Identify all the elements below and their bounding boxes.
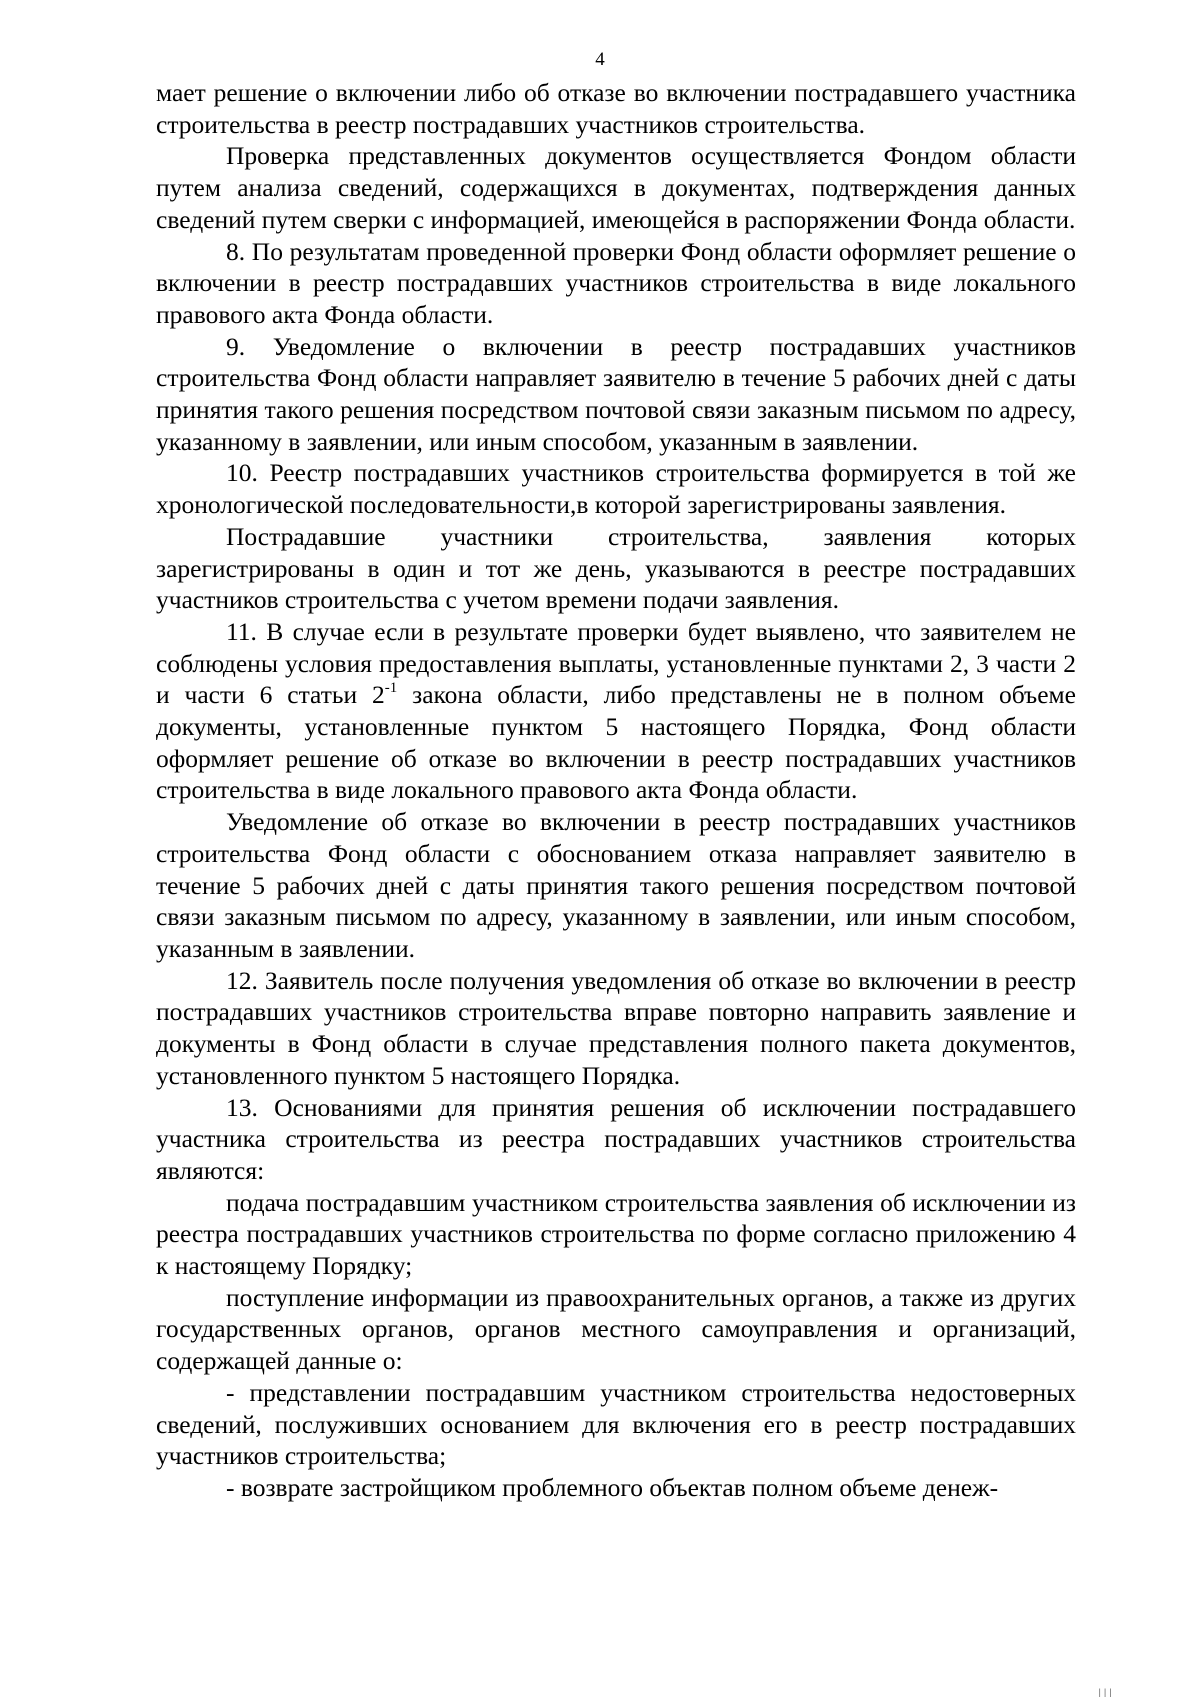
paragraph-item-12: 12. Заявитель после получения уведомления об отказе во включении в реестр пострадавших участников строительства вправе повторно направить заявление и документы в Фонд области в случае представления полного пакета документов, установленного пунктом 5 настоящего Порядка. — [156, 965, 1076, 1090]
paragraph-same-day-applicants: Пострадавшие участники строительства, заявления которых зарегистрированы в один и тот же день, указываются в реестре пострадавших участников строительства с учетом времени подачи заявления. — [156, 521, 1076, 615]
item-11-text-end: закона области, либо представлены не в полном объеме документы, установленные пунктом 5 настоящего Порядка, Фонд области оформляет решение об отказе во включении в реестр пострадавших участников строительства в виде локального правового акта Фонда области. — [156, 680, 1076, 805]
paragraph-refusal-notice: Уведомление об отказе во включении в реестр пострадавших участников строительства Фонд области с обоснованием отказа направляет заявителю в течение 5 рабочих дней с даты принятия такого решения посредством почтовой связи заказным письмом по адресу, указанному в заявлении, или иным способом, указанным в заявлении. — [156, 807, 1076, 963]
paragraph-information-receipt: поступление информации из правоохранительных органов, а также из других государственных органов, органов местного самоуправления и организаций, содержащей данные о: — [156, 1282, 1076, 1376]
item-11-text-start: 11. В случае если в результате проверки будет выявлено, что заявителем не соблюдены условия предоставления выплаты, установленные пунктами 2, 3 части 2 и части 6 статьи 2 — [156, 616, 1076, 710]
scan-artifact: ||| — [1097, 1688, 1114, 1697]
paragraph-continuation: мает решение о включении либо об отказе во включении пострадавшего участника строительства в реестр пострадавших участников строительства. — [156, 78, 1076, 139]
list-item-funds-return: - возврате застройщиком проблемного объектав полном объеме денеж- — [226, 1472, 999, 1502]
document-body — [156, 77, 1076, 1504]
paragraph-document-check: Проверка представленных документов осуществляется Фондом области путем анализа сведений, содержащихся в документах, подтверждения данных сведений путем сверки с информацией, имеющейся в распоряжении Фонда области. — [156, 141, 1076, 234]
page-number: 4 — [595, 49, 605, 70]
paragraph-item-13: 13. Основаниями для принятия решения об исключении пострадавшего участника строительства из реестра пострадавших участников строительства являются: — [156, 1092, 1076, 1185]
list-item-false-information: - представлении пострадавшим участником строительства недостоверных сведений, послуживших основанием для включения его в реестр пострадавших участников строительства; — [156, 1377, 1076, 1471]
paragraph-item-9: 9. Уведомление о включении в реестр пострадавших участников строительства Фонд области направляет заявителю в течение 5 рабочих дней с даты принятия такого решения посредством почтовой связи заказным письмом по адресу, указанному в заявлении, или иным способом, указанным в заявлении. — [156, 331, 1076, 456]
article-superscript: -1 — [384, 680, 398, 697]
paragraph-item-8: 8. По результатам проведенной проверки Фонд области оформляет решение о включении в реестр пострадавших участников строительства в виде локального правового акта Фонда области. — [156, 236, 1076, 329]
paragraph-exclusion-application: подача пострадавшим участником строительства заявления об исключении из реестра пострадавших участников строительства по форме согласно приложению 4 к настоящему Порядку; — [156, 1187, 1076, 1281]
paragraph-item-11 — [156, 616, 1076, 806]
paragraph-item-10: 10. Реестр пострадавших участников строительства формируется в той же хронологической последовательности,в которой зарегистрированы заявления. — [156, 458, 1076, 520]
